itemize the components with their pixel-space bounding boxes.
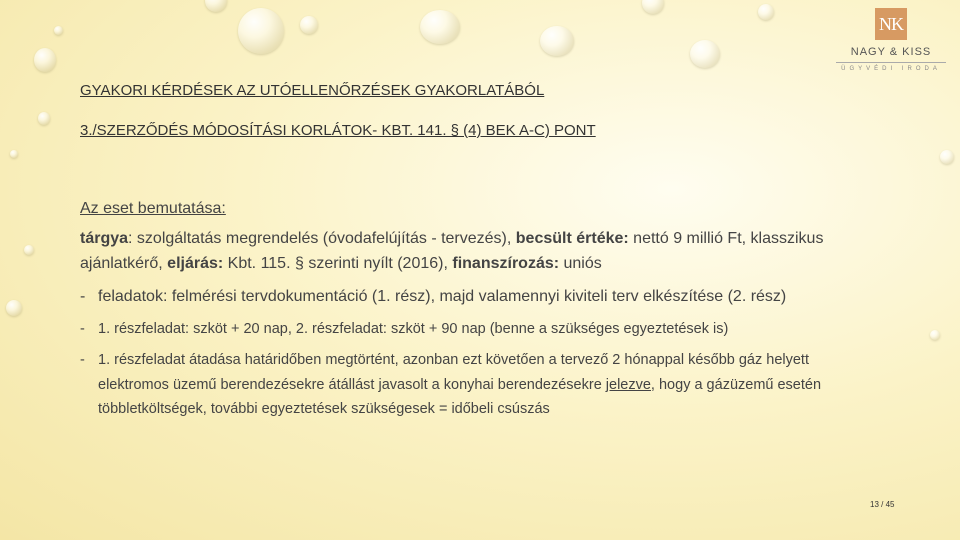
water-drop — [6, 300, 22, 316]
water-drop — [420, 10, 460, 44]
page-title: GYAKORI KÉRDÉSEK AZ UTÓELLENŐRZÉSEK GYAKORLATÁBÓL — [80, 82, 545, 99]
water-drop — [205, 0, 227, 12]
bullet-text-part: 1. részfeladat átadása határidőben megtörtént, azonban ezt követően a tervező 2 hónappal később gáz helyett elektromos üzemű berendezésekre átállást javasolt a konyhai berendezésekre — [98, 352, 809, 393]
water-drop — [540, 26, 574, 56]
list-item — [80, 348, 870, 422]
text-funding: uniós — [559, 255, 602, 273]
bullet-text: feladatok: felmérési tervdokumentáció (1. rész), majd valamennyi kiviteli terv elkészítése (2. rész) — [98, 287, 787, 305]
water-drop — [238, 8, 284, 54]
water-drop — [930, 330, 940, 340]
slide-content — [80, 196, 870, 422]
bullet-text: 1. részfeladat: szköt + 20 nap, 2. részfeladat: szköt + 90 nap (benne a szükséges egyeztetések is) — [98, 320, 729, 337]
water-drop — [690, 40, 720, 68]
section-heading: 3./SZERZŐDÉS MÓDOSÍTÁSI KORLÁTOK- KBT. 141. § (4) BEK A-C) PONT — [80, 122, 596, 139]
label-value: becsült értéke: — [515, 229, 629, 247]
water-drop — [38, 112, 50, 125]
label-procedure: eljárás: — [167, 255, 224, 273]
page-number: 13 / 45 — [870, 500, 895, 509]
water-drop — [54, 26, 63, 35]
logo-name: NAGY & KISS — [850, 46, 932, 58]
water-drop — [24, 245, 34, 255]
logo-subtitle: ÜGYVÉDI IRODA — [841, 66, 941, 72]
case-title: Az eset bemutatása: — [80, 200, 226, 217]
text-subject: : szolgáltatás megrendelés (óvodafelújítás - tervezés), — [128, 229, 516, 247]
bullet-text — [98, 352, 821, 417]
list-item — [80, 318, 870, 340]
water-drop — [10, 150, 18, 158]
bullet-text-part: hogy a gázüzemű esetén többletköltségek, további egyeztetések szükségesek = időbeli csúszás — [98, 376, 822, 418]
list-item — [80, 285, 870, 310]
text-procedure: Kbt. 115. § szerinti nyílt (2016), — [223, 255, 453, 273]
bullet-dash: - — [80, 320, 85, 337]
logo-divider — [836, 62, 946, 63]
bullet-dash: - — [80, 287, 86, 305]
text-value: nettó 9 millió Ft, klasszikus ajánlatkérő, — [80, 229, 824, 273]
label-funding: finanszírozás: — [452, 255, 560, 273]
water-drop — [758, 4, 774, 20]
water-drop — [300, 16, 318, 34]
water-drop — [940, 150, 954, 164]
label-subject: tárgya — [80, 229, 129, 247]
company-logo — [826, 8, 956, 88]
bullet-text-underlined: jelezve, — [605, 376, 655, 393]
water-drop — [34, 48, 56, 72]
water-drop — [642, 0, 664, 14]
logo-mark-icon: NK — [875, 8, 907, 40]
bullet-dash: - — [80, 352, 85, 369]
case-description — [80, 226, 870, 277]
